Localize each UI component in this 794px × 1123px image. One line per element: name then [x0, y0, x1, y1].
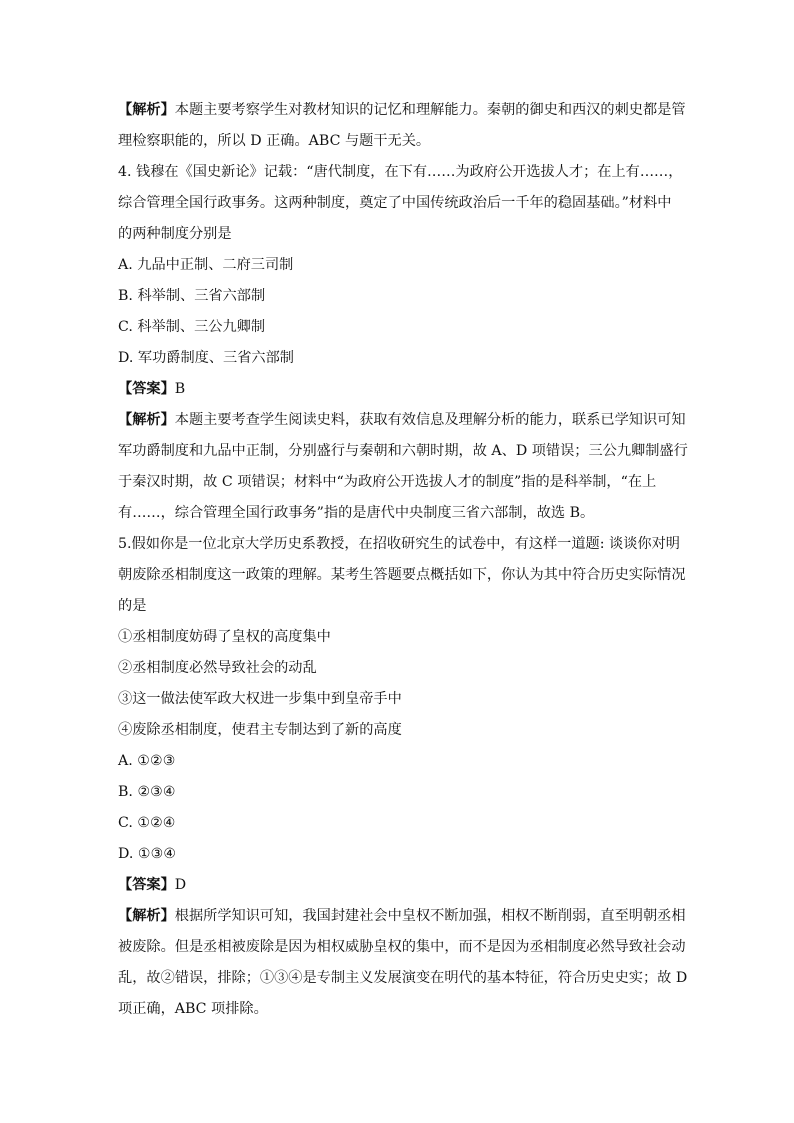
q5-option-b: B. ②③④: [118, 784, 176, 800]
q5-analysis-line-4: 项正确，ABC 项排除。: [118, 1001, 268, 1017]
q4-answer-value: B: [174, 381, 186, 397]
q4-option-b: B. 科举制、三省六部制: [118, 288, 266, 304]
q5-answer-value: D: [174, 877, 187, 893]
document-page: [118, 95, 688, 1025]
q5-answer-label: 【答案】: [118, 877, 175, 893]
q4-stem-line-3: 的两种制度分别是: [118, 226, 232, 242]
q5-statement-1: ①丞相制度妨碍了皇权的高度集中: [118, 629, 331, 645]
q5-stem-line-1: 5.假如你是一位北京大学历史系教授，在招收研究生的试卷中，有这样一道题: 谈谈你对明: [118, 536, 680, 552]
q5-option-d: D. ①③④: [118, 846, 177, 862]
q5-stem-line-3: 的是: [118, 598, 147, 614]
q5-statement-2: ②丞相制度必然导致社会的动乱: [118, 660, 317, 676]
q3-analysis-label: 【解析】: [118, 102, 175, 118]
q3-analysis-line-2: 理检察职能的，所以 D 正确。ABC 与题干无关。: [118, 133, 431, 149]
q5-option-a: A. ①②③: [118, 753, 176, 769]
q5-statement-3: ③这一做法使军政大权进一步集中到皇帝手中: [118, 691, 402, 707]
q5-analysis-label: 【解析】: [118, 908, 175, 924]
q4-answer: [118, 374, 680, 405]
q4-option-c: C. 科举制、三公九卿制: [118, 319, 266, 335]
q4-stem-line-1: 4. 钱穆在《国史新论》记载：“唐代制度，在下有……为政府公开选拔人才；在上有……，: [118, 164, 683, 180]
q4-option-a: A. 九品中正制、二府三司制: [118, 257, 294, 273]
q4-analysis-line-1: 【解析】本题主要考查学生阅读史料，获取有效信息及理解分析的能力，联系已学知识可知: [118, 412, 686, 428]
q4-analysis-line-3: 于秦汉时期，故 C 项错误；材料中“为政府公开选拔人才的制度”指的是科举制，“在上: [118, 474, 657, 490]
q4-option-d: D. 军功爵制度、三省六部制: [118, 350, 294, 366]
q5-analysis-line-1: 【解析】根据所学知识可知，我国封建社会中皇权不断加强，相权不断削弱，直至明朝丞相: [118, 908, 686, 924]
q5-statement-4: ④废除丞相制度，使君主专制达到了新的高度: [118, 722, 402, 738]
q4-analysis-label: 【解析】: [118, 412, 175, 428]
q4-analysis-line-4: 有……，综合管理全国行政事务”指的是唐代中央制度三省六部制，故选 B。: [118, 505, 595, 521]
q3-analysis-line-1: 【解析】本题主要考察学生对教材知识的记忆和理解能力。秦朝的御史和西汉的刺史都是管: [118, 102, 686, 118]
q4-answer-label: 【答案】: [118, 381, 175, 397]
q4-analysis-line-2: 军功爵制度和九品中正制，分别盛行与秦朝和六朝时期，故 A、D 项错误；三公九卿制盛行: [118, 443, 688, 459]
q5-answer: [118, 870, 680, 901]
q5-option-c: C. ①②④: [118, 815, 176, 831]
q5-stem-line-2: 朝废除丞相制度这一政策的理解。某考生答题要点概括如下，你认为其中符合历史实际情况: [118, 567, 686, 583]
q5-analysis-line-3: 乱，故②错误，排除；①③④是专制主义发展演变在明代的基本特征，符合历史史实；故 D: [118, 970, 688, 986]
q4-stem-line-2: 综合管理全国行政事务。这两种制度，奠定了中国传统政治后一千年的稳固基础。”材料中: [118, 195, 672, 211]
q5-analysis-line-2: 被废除。但是丞相被废除是因为相权威胁皇权的集中，而不是因为丞相制度必然导致社会动: [118, 939, 686, 955]
